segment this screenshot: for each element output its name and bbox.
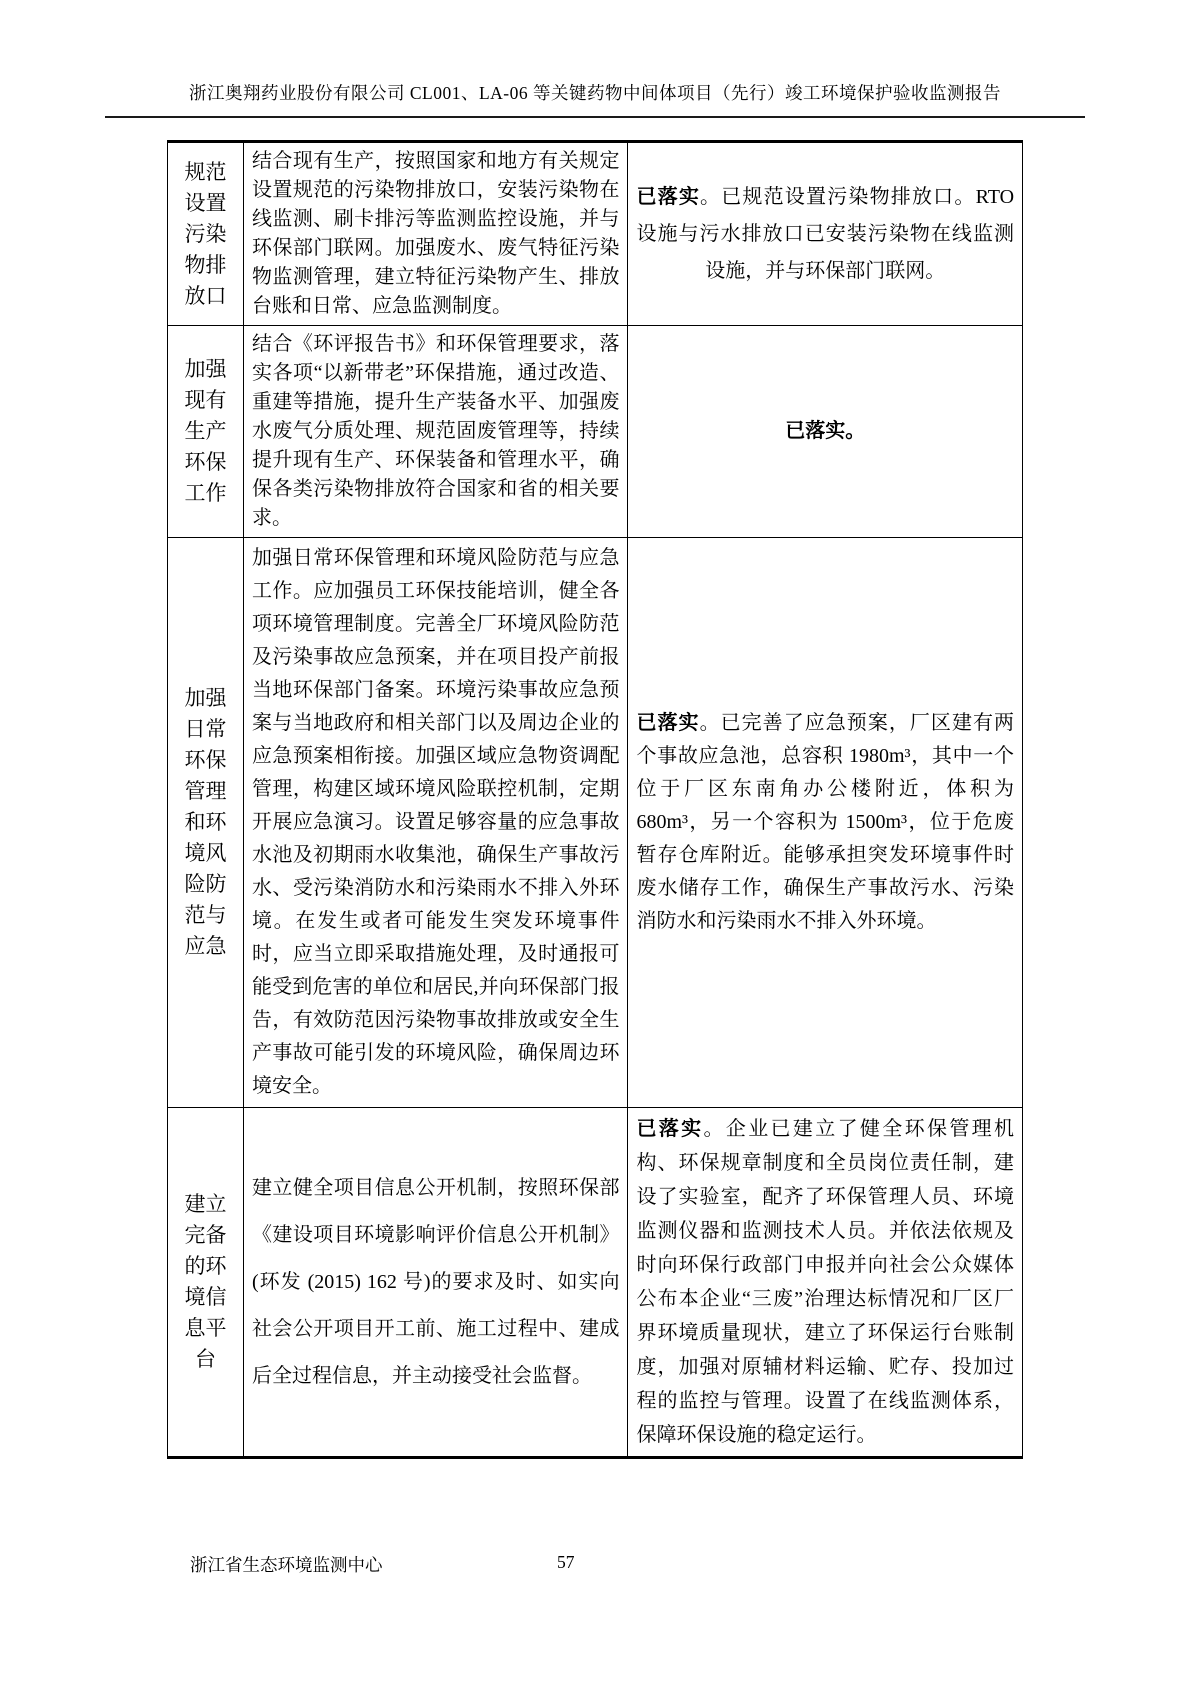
category-label: 加强日常环保管理和环境风险防范与应急 — [184, 686, 227, 958]
requirement-cell: 结合《环评报告书》和环保管理要求，落实各项“以新带老”环保措施，通过改造、重建等措施，提升生产装备水平、加强废水废气分质处理、规范固废管理等，持续提升现有生产、环保装备和管理水平，确保各类污染物排放符合国家和省的相关要求。 — [243, 326, 628, 538]
status-label: 已落实 — [785, 420, 846, 442]
page-header — [105, 80, 1085, 118]
requirement-cell: 加强日常环保管理和环境风险防范与应急工作。应加强员工环保技能培训，健全各项环境管理制度。完善全厂环境风险防范及污染事故应急预案，并在项目投产前报当地环保部门备案。环境污染事故应急预案与当地政府和相关部门以及周边企业的应急预案相衔接。加强区域应急物资调配管理，构建区域环境风险联控机制，定期开展应急演习。设置足够容量的应急事故水池及初期雨水收集池，确保生产事故污水、受污染消防水和污染雨水不排入外环境。在发生或者可能发生突发环境事件时，应当立即采取措施处理，及时通报可能受到危害的单位和居民,并向环保部门报告，有效防范因污染物事故排放或安全生产事故可能引发的环境风险，确保周边环境安全。 — [243, 538, 628, 1108]
status-text: 。 — [845, 420, 866, 442]
status-text: 。已规范设置污染物排放口。RTO 设施与污水排放口已安装污染物在线监测设施，并与环保部门联网。 — [636, 185, 1015, 282]
category-cell — [168, 326, 244, 538]
footer-organization: 浙江省生态环境监测中心 — [190, 1555, 383, 1575]
table-row-existing-production — [168, 326, 1023, 538]
category-label: 建立完备的环境信息平台 — [184, 1192, 227, 1371]
requirement-cell: 建立健全项目信息公开机制，按照环保部《建设项目环境影响评价信息公开机制》(环发 (2015) 162 号)的要求及时、如实向社会公开项目开工前、施工过程中、建成后全过程信息，并主动接受社会监督。 — [243, 1108, 628, 1458]
category-label: 加强现有生产环保工作 — [184, 357, 227, 505]
status-text: 。企业已建立了健全环保管理机构、环保规章制度和全员岗位责任制，建设了实验室，配齐了环保管理人员、环境监测仪器和监测技术人员。并依法依规及时向环保行政部门申报并向社会公众媒体公布本企业“三废”治理达标情况和厂区厂界环境质量现状，建立了环保运行台账制度，加强对原辅材料运输、贮存、投加过程的监控与管理。设置了在线监测体系，保障环保设施的稳定运行。 — [636, 1118, 1015, 1446]
page-number: 57 — [557, 1552, 575, 1572]
status-label: 已落实 — [636, 185, 701, 208]
table-row-pollutant-outlets — [168, 142, 1023, 326]
status-label: 已落实 — [636, 1118, 704, 1140]
requirement-cell: 结合现有生产，按照国家和地方有关规定设置规范的污染物排放口，安装污染物在线监测、刷卡排污等监测监控设施，并与环保部门联网。加强废水、废气特征污染物监测管理，建立特征污染物产生、排放台账和日常、应急监测制度。 — [243, 142, 628, 326]
table-row-information-platform — [168, 1108, 1023, 1458]
category-label: 规范设置污染物排放口 — [184, 159, 227, 308]
status-text: 。已完善了应急预案，厂区建有两个事故应急池，总容积 1980m³，其中一个位于厂区东南角办公楼附近，体积为680m³，另一个容积为 1500m³，位于危废暂存仓库附近。能够承担突发环境事件时废水储存工作，确保生产事故污水、污染消防水和污染雨水不排入外环境。 — [636, 712, 1015, 932]
status-cell — [628, 538, 1023, 1108]
status-label: 已落实 — [636, 712, 700, 734]
category-cell — [168, 538, 244, 1108]
category-cell — [168, 142, 244, 326]
report-header-title: 浙江奥翔药业股份有限公司 CL001、LA-06 等关键药物中间体项目（先行）竣工环境保护验收监测报告 — [188, 83, 1001, 103]
status-cell — [628, 326, 1023, 538]
implementation-review-table — [167, 140, 1023, 1459]
status-cell — [628, 142, 1023, 326]
table-row-daily-management-risk — [168, 538, 1023, 1108]
category-cell — [168, 1108, 244, 1458]
status-cell — [628, 1108, 1023, 1458]
